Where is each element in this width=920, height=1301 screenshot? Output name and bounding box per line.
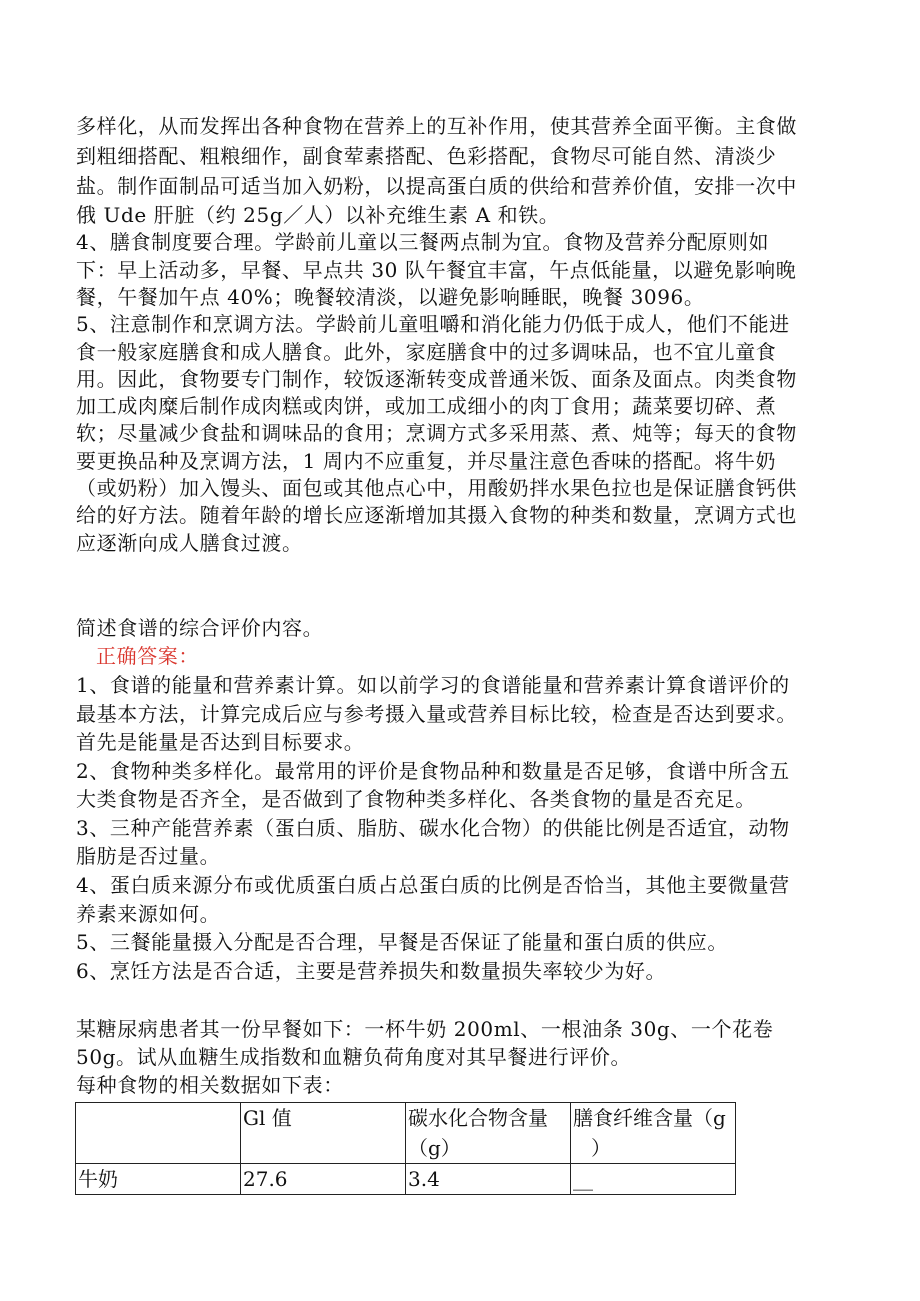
paragraph-line: 俄 Ude 肝脏（约 25g／人）以补充维生素 A 和铁。 — [76, 203, 560, 227]
paragraph-line: 盐。制作面制品可适当加入奶粉，以提高蛋白质的供给和营养价值，安排一次中 — [76, 174, 797, 198]
paragraph-line: 4、膳食制度要合理。学龄前儿童以三餐两点制为宜。食物及营养分配原则如 — [76, 230, 770, 254]
header-carb-line2: （g） — [408, 1136, 461, 1160]
paragraph-line: （或奶粉）加入馒头、面包或其他点心中，用酸奶拌水果色拉也是保证膳食钙供 — [76, 476, 797, 500]
table-header-cell — [571, 1103, 736, 1164]
question-line: 每种食物的相关数据如下表： — [76, 1073, 344, 1097]
header-gi: Gl 值 — [243, 1106, 292, 1130]
header-fiber-line1: 膳食纤维含量（g — [573, 1106, 726, 1130]
paragraph-line: 软；尽量减少食盐和调味品的食用；烹调方式多采用蒸、煮、炖等；每天的食物 — [76, 421, 797, 445]
gi-cell: 27.6 — [241, 1164, 406, 1195]
paragraph-line: 多样化，从而发挥出各种食物在营养上的互补作用，使其营养全面平衡。主食做 — [76, 114, 797, 138]
answer-line: 1、食谱的能量和营养素计算。如以前学习的食谱能量和营养素计算食谱评价的 — [76, 673, 790, 697]
answer-line: 养素来源如何。 — [76, 902, 221, 926]
table-header-cell — [241, 1103, 406, 1164]
answer-line: 大类食物是否齐全，是否做到了食物种类多样化、各类食物的量是否充足。 — [76, 787, 756, 811]
question-line: 某糖尿病患者其一份早餐如下：一杯牛奶 200ml、一根油条 30g、一个花卷 — [76, 1017, 774, 1041]
paragraph-line: 用。因此，食物要专门制作，较饭逐渐转变成普通米饭、面条及面点。肉类食物 — [76, 367, 797, 391]
paragraph-line: 到粗细搭配、粗粮细作，副食荤素搭配、色彩搭配，食物尽可能自然、清淡少 — [76, 144, 777, 168]
table-row — [76, 1164, 736, 1195]
paragraph-line: 给的好方法。随着年龄的增长应逐渐增加其摄入食物的种类和数量，烹调方式也 — [76, 503, 797, 527]
food-data-table — [75, 1102, 736, 1195]
food-name-cell: 牛奶 — [76, 1164, 241, 1195]
header-carb-line1: 碳水化合物含量 — [408, 1106, 548, 1130]
header-fiber-line2: ） — [591, 1136, 611, 1160]
carb-cell: 3.4 — [406, 1164, 571, 1195]
question-title: 简述食谱的综合评价内容。 — [76, 616, 324, 640]
paragraph-line: 餐，午餐加午点 40%；晚餐较清淡，以避免影响睡眠，晚餐 3096。 — [76, 285, 705, 309]
paragraph-line: 下：早上活动多，早餐、早点共 30 队午餐宜丰富，午点低能量，以避免影响晚 — [76, 258, 797, 282]
answer-line: 4、蛋白质来源分布或优质蛋白质占总蛋白质的比例是否恰当，其他主要微量营 — [76, 873, 790, 897]
answer-line: 最基本方法，计算完成后应与参考摄入量或营养目标比较，检查是否达到要求。 — [76, 702, 797, 726]
table-header-cell — [76, 1103, 241, 1164]
answer-line: 2、食物种类多样化。最常用的评价是食物品种和数量是否足够，食谱中所含五 — [76, 759, 790, 783]
fiber-cell: __ — [571, 1164, 736, 1195]
answer-line: 5、三餐能量摄入分配是否合理，早餐是否保证了能量和蛋白质的供应。 — [76, 930, 728, 954]
paragraph-line: 应逐渐向成人膳食过渡。 — [76, 531, 303, 555]
answer-line: 6、烹饪方法是否合适，主要是营养损失和数量损失率较少为好。 — [76, 959, 667, 983]
answer-line: 脂肪是否过量。 — [76, 844, 221, 868]
table-header-row — [76, 1103, 736, 1164]
paragraph-line: 食一般家庭膳食和成人膳食。此外，家庭膳食中的过多调味品，也不宜儿童食 — [76, 340, 777, 364]
question-line: 50g。试从血糖生成指数和血糖负荷角度对其早餐进行评价。 — [76, 1045, 632, 1069]
answer-line: 首先是能量是否达到目标要求。 — [76, 730, 365, 754]
table-header-cell — [406, 1103, 571, 1164]
paragraph-line: 要更换品种及烹调方法，1 周内不应重复，并尽量注意色香味的搭配。将牛奶 — [76, 449, 777, 473]
paragraph-line: 5、注意制作和烹调方法。学龄前儿童咀嚼和消化能力仍低于成人，他们不能进 — [76, 312, 790, 336]
paragraph-line: 加工成肉糜后制作成肉糕或肉饼，或加工成细小的肉丁食用；蔬菜要切碎、煮 — [76, 394, 777, 418]
answer-line: 3、三种产能营养素（蛋白质、脂肪、碳水化合物）的供能比例是否适宜，动物 — [76, 816, 790, 840]
answer-label: 正确答案： — [96, 644, 199, 668]
